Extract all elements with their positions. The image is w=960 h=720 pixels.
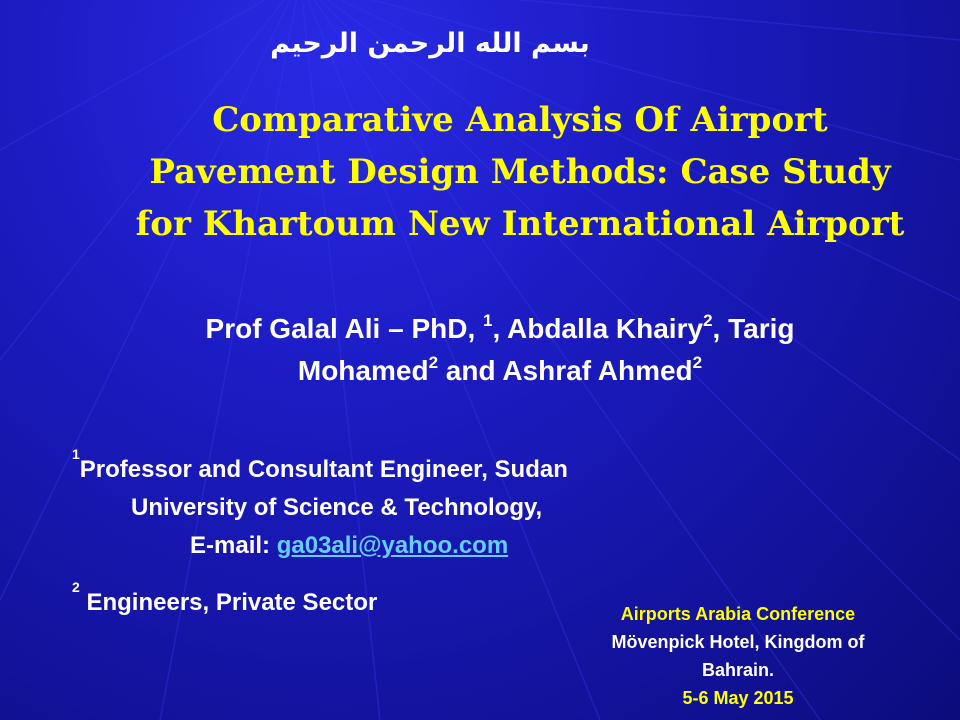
affiliation-1-email-line <box>190 532 508 560</box>
title-line-2: Pavement Design Methods: Case Study <box>149 152 891 192</box>
affiliation-2-superscript: 2 <box>72 579 80 595</box>
conference-info <box>548 600 928 712</box>
affiliation-1-superscript: 1 <box>72 446 80 462</box>
conference-venue-line-2: Bahrain. <box>701 660 775 680</box>
affiliation-1-text-1: Professor and Consultant Engineer, Sudan <box>79 456 568 483</box>
author-superscript: 2 <box>703 310 713 330</box>
title-line-3: for Khartoum New International Airport <box>135 204 905 244</box>
author-text: , Tarig <box>712 313 795 344</box>
author-superscript: 1 <box>483 310 493 330</box>
affiliation-2 <box>72 579 378 617</box>
conference-name: Airports Arabia Conference <box>620 604 856 624</box>
author-text: Prof Galal Ali – PhD, <box>205 313 484 344</box>
author-line-1 <box>50 308 950 350</box>
author-text: , Abdalla Khairy <box>492 313 704 344</box>
affiliation-1-line-1 <box>72 446 568 484</box>
title-line-1: Comparative Analysis Of Airport <box>212 100 828 140</box>
conference-venue-line-1: Mövenpick Hotel, Kingdom of <box>611 632 865 652</box>
author-superscript: 2 <box>692 352 703 372</box>
bismillah-heading: بسم الله الرحمن الرحيم <box>270 28 590 59</box>
author-list <box>50 308 950 392</box>
author-text: and Ashraf Ahmed <box>438 355 693 386</box>
author-line-2 <box>50 350 950 392</box>
conference-dates: 5-6 May 2015 <box>682 688 794 708</box>
email-label: E-mail: <box>190 532 277 559</box>
author-text: Mohamed <box>297 355 429 386</box>
affiliation-2-text: Engineers, Private Sector <box>79 589 378 616</box>
slide-title <box>60 94 960 250</box>
affiliation-1-line-2: University of Science & Technology, <box>131 494 543 521</box>
author-superscript: 2 <box>428 352 439 372</box>
email-link[interactable]: ga03ali@yahoo.com <box>276 532 509 559</box>
